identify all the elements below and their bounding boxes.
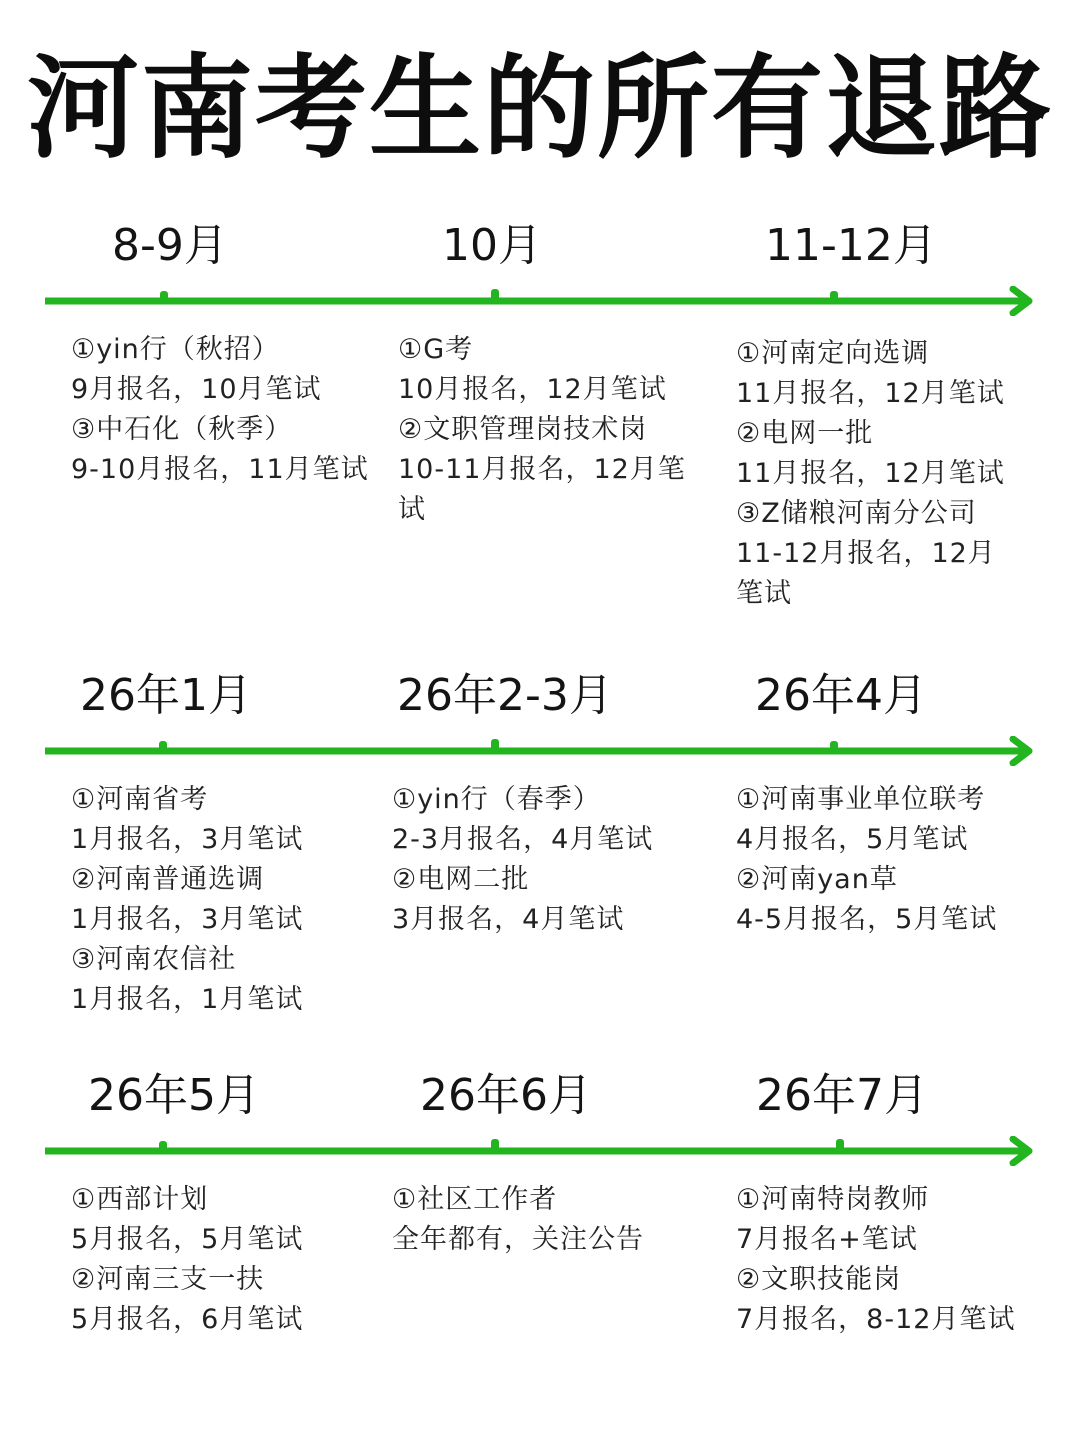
timeline-tick bbox=[159, 741, 167, 753]
column-11-12 bbox=[736, 334, 1036, 614]
page-title: 河南考生的所有退路 bbox=[27, 44, 1053, 174]
month-label: 26年5月 bbox=[88, 1070, 260, 1121]
list-item: 9月报名，10月笔试 bbox=[71, 374, 322, 405]
list-item: 1月报名，1月笔试 bbox=[71, 984, 304, 1015]
list-item: ②河南普通选调 bbox=[71, 864, 265, 895]
month-label: 10月 bbox=[442, 220, 542, 271]
list-item: 11月报名，12月笔试 bbox=[736, 458, 1005, 489]
list-item: ①西部计划 bbox=[71, 1184, 209, 1215]
column-10 bbox=[398, 330, 698, 530]
column-jul bbox=[736, 1180, 1056, 1340]
month-label: 26年7月 bbox=[756, 1070, 928, 1121]
list-item: ①河南定向选调 bbox=[736, 338, 930, 369]
list-item: 10月报名，12月笔试 bbox=[398, 374, 667, 405]
timeline-row-2 bbox=[0, 668, 1080, 1015]
timeline-row-3 bbox=[0, 1068, 1080, 1335]
month-labels bbox=[0, 668, 1080, 730]
list-item: ①河南事业单位联考 bbox=[736, 784, 986, 815]
list-item: ②文职管理岗技术岗 bbox=[398, 414, 648, 445]
list-item: 1月报名，3月笔试 bbox=[71, 904, 304, 935]
timeline-tick bbox=[491, 1139, 499, 1153]
list-item: 1月报名，3月笔试 bbox=[71, 824, 304, 855]
list-item: 笔试 bbox=[736, 578, 792, 609]
column-jun bbox=[392, 1180, 712, 1260]
timeline-tick bbox=[159, 1141, 167, 1153]
column-may bbox=[71, 1180, 376, 1340]
list-item: ①yin行（春季） bbox=[392, 784, 601, 815]
list-item: 3月报名，4月笔试 bbox=[392, 904, 625, 935]
list-item: ①社区工作者 bbox=[392, 1184, 558, 1215]
column-feb-mar bbox=[392, 780, 712, 940]
timeline-tick bbox=[836, 1139, 844, 1153]
list-item: ③中石化（秋季） bbox=[71, 414, 293, 445]
list-item: ①河南省考 bbox=[71, 784, 209, 815]
month-label: 26年4月 bbox=[755, 670, 927, 721]
list-item: 9-10月报名，11月笔试 bbox=[71, 454, 369, 485]
timeline-tick bbox=[491, 289, 499, 303]
month-labels bbox=[0, 1068, 1080, 1130]
list-item: 5月报名，5月笔试 bbox=[71, 1224, 304, 1255]
month-label: 8-9月 bbox=[112, 220, 228, 271]
month-label: 11-12月 bbox=[765, 220, 937, 271]
list-item: ①yin行（秋招） bbox=[71, 334, 280, 365]
list-item: 5月报名，6月笔试 bbox=[71, 1304, 304, 1335]
month-label: 26年6月 bbox=[420, 1070, 592, 1121]
list-item: 4月报名，5月笔试 bbox=[736, 824, 969, 855]
list-item: ①河南特岗教师 bbox=[736, 1184, 930, 1215]
list-item: ③Z储粮河南分公司 bbox=[736, 498, 977, 529]
list-item: 10-11月报名，12月笔 bbox=[398, 454, 686, 485]
month-labels bbox=[0, 218, 1080, 280]
list-item: ②电网二批 bbox=[392, 864, 530, 895]
timeline-arrow bbox=[45, 1136, 1037, 1166]
list-item: 2-3月报名，4月笔试 bbox=[392, 824, 654, 855]
list-item: ③河南农信社 bbox=[71, 944, 237, 975]
list-item: 试 bbox=[398, 494, 426, 525]
timeline-arrow bbox=[45, 286, 1037, 316]
list-item: ②河南yan草 bbox=[736, 864, 898, 895]
timeline-tick bbox=[160, 291, 168, 303]
list-item: 7月报名+笔试 bbox=[736, 1224, 918, 1255]
list-item: ②电网一批 bbox=[736, 418, 874, 449]
column-apr bbox=[736, 780, 1056, 940]
column-8-9 bbox=[71, 330, 376, 490]
month-label: 26年1月 bbox=[80, 670, 252, 721]
timeline-tick bbox=[830, 741, 838, 753]
list-item: 全年都有，关注公告 bbox=[392, 1224, 644, 1255]
column-jan bbox=[71, 780, 376, 1020]
list-item: 4-5月报名，5月笔试 bbox=[736, 904, 998, 935]
list-item: 11月报名，12月笔试 bbox=[736, 378, 1005, 409]
list-item: ②文职技能岗 bbox=[736, 1264, 902, 1295]
list-item: ①G考 bbox=[398, 334, 474, 365]
timeline-tick bbox=[830, 291, 838, 303]
month-label: 26年2-3月 bbox=[397, 670, 613, 721]
list-item: 11-12月报名，12月 bbox=[736, 538, 996, 569]
list-item: ②河南三支一扶 bbox=[71, 1264, 265, 1295]
timeline-row-1 bbox=[0, 218, 1080, 609]
timeline-tick bbox=[491, 739, 499, 753]
timeline-arrow bbox=[45, 736, 1037, 766]
list-item: 7月报名，8-12月笔试 bbox=[736, 1304, 1016, 1335]
